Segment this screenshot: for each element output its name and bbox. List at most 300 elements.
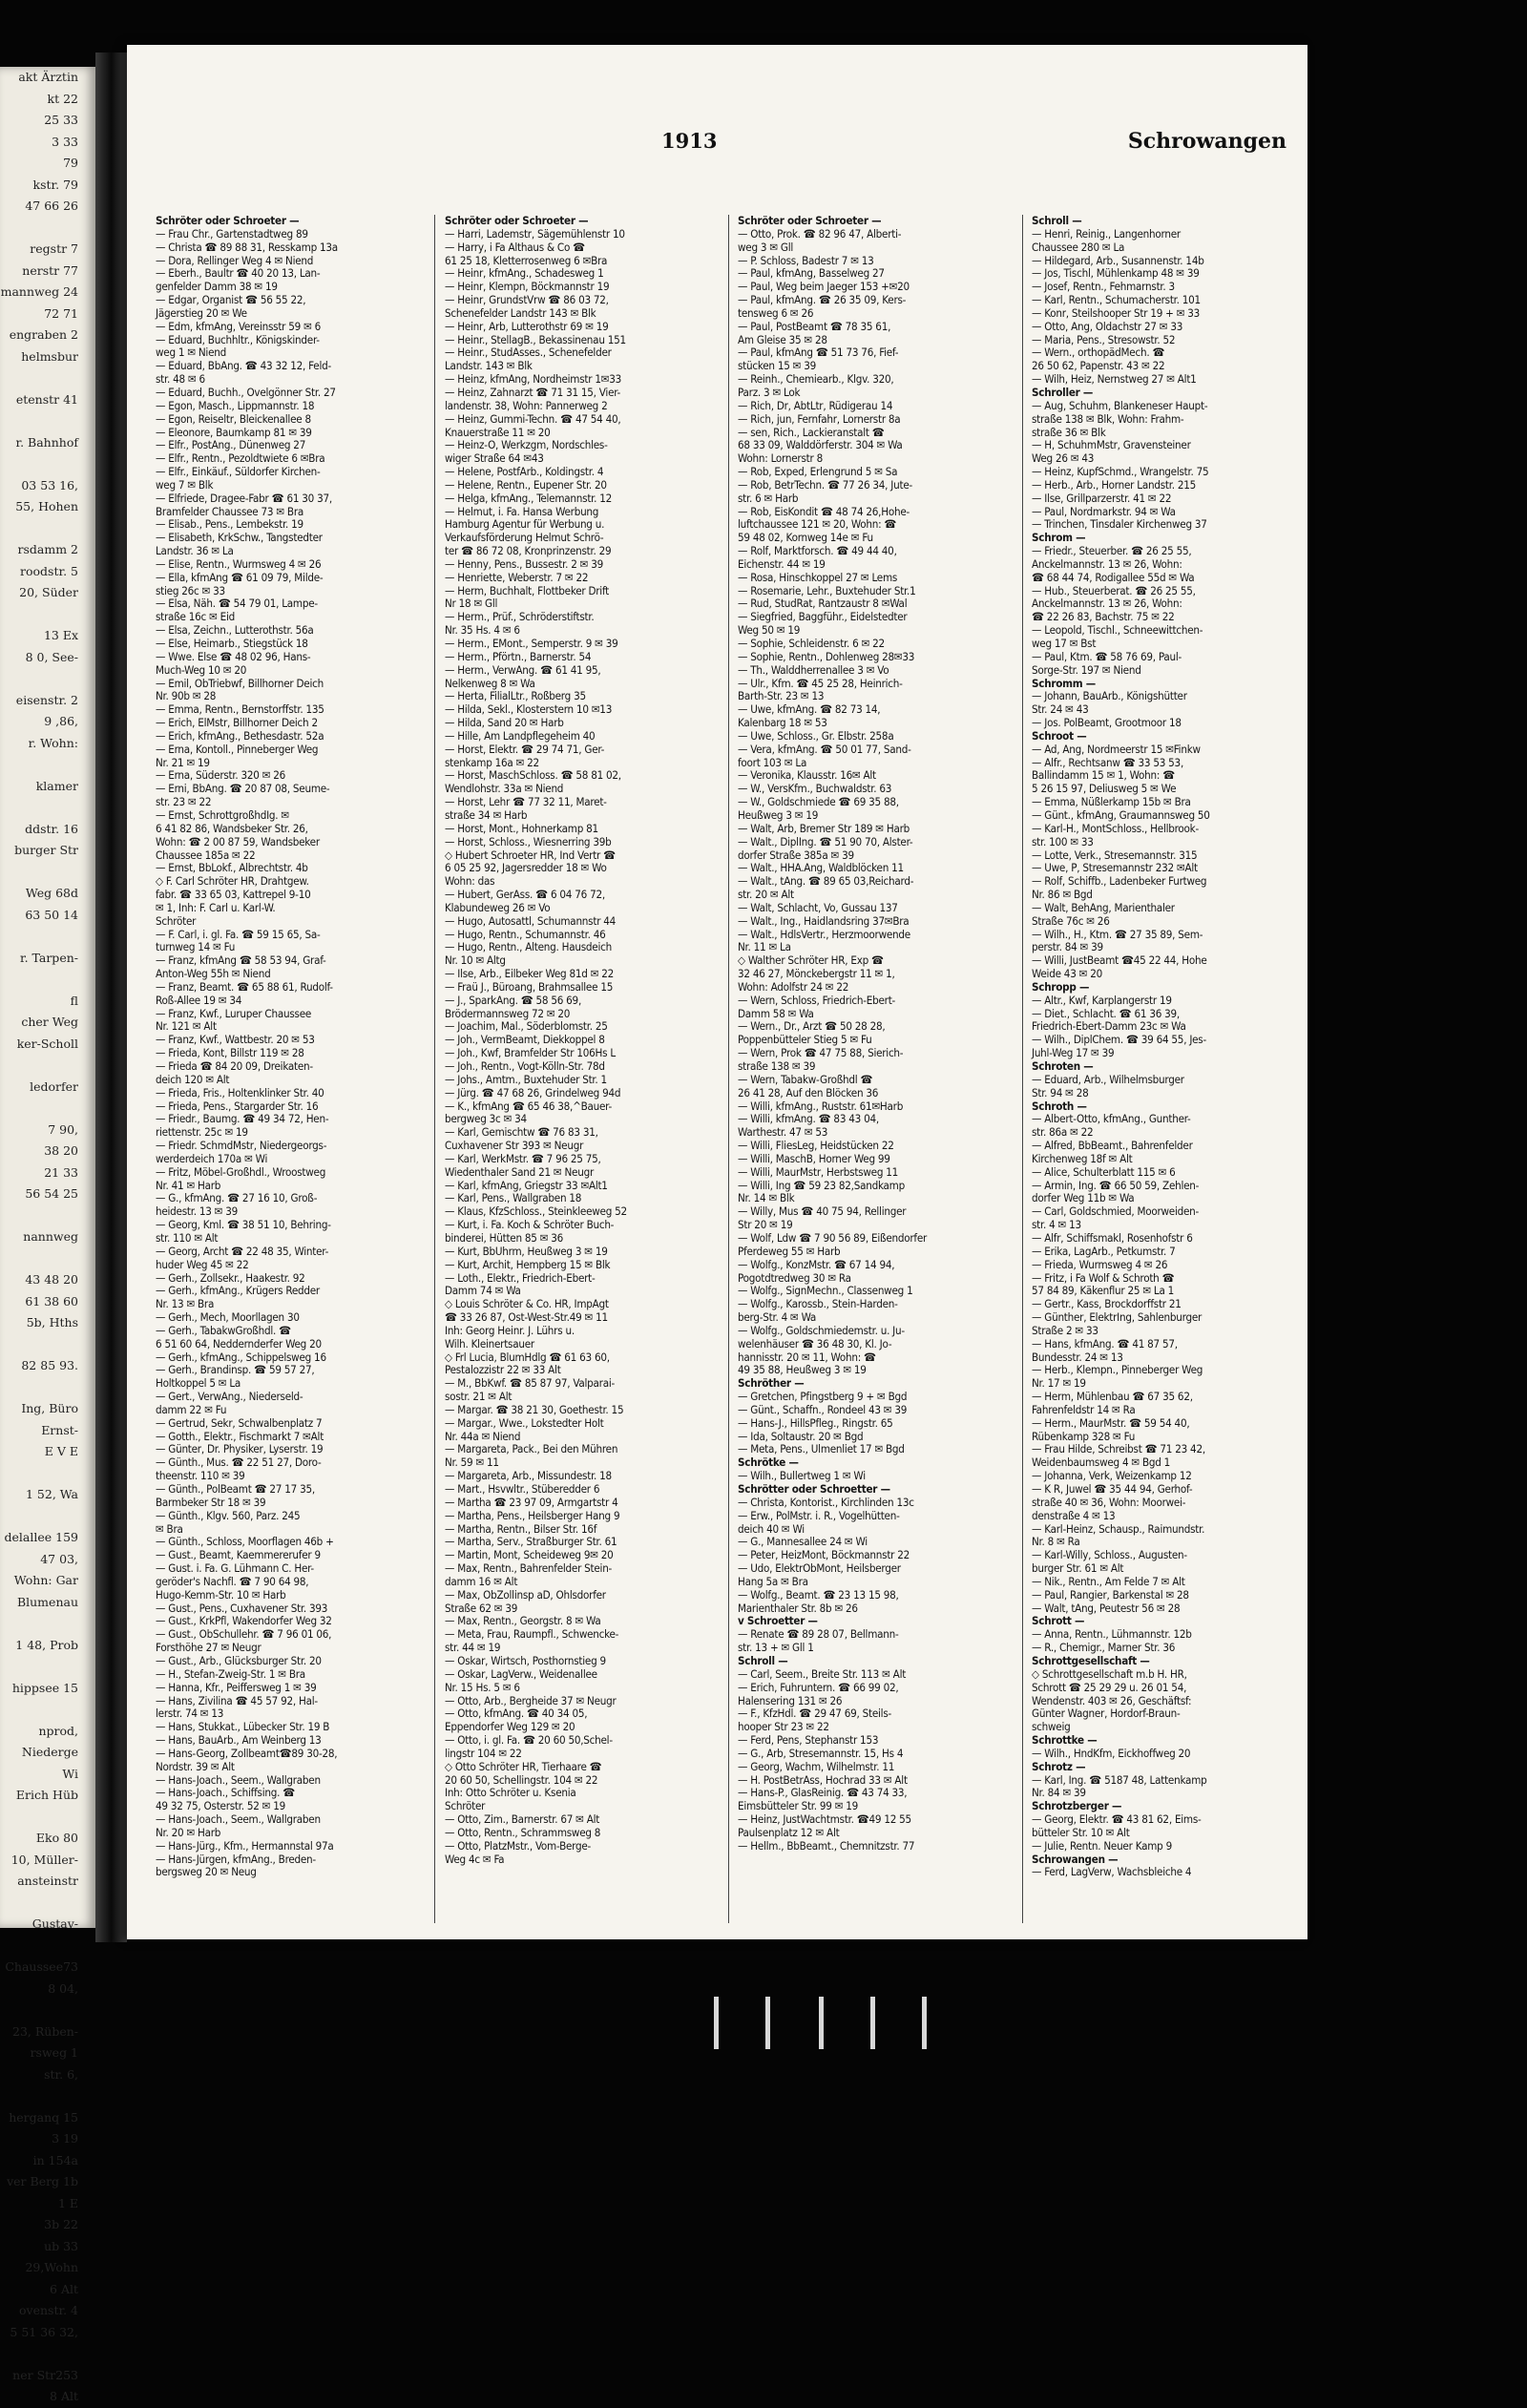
facing-page-text-fragment: herganq 15 <box>9 2109 78 2125</box>
directory-entry-line: — Otto, kfmAng. ☎ 40 34 05, <box>445 1707 588 1721</box>
directory-entry-line: Straße 62 ✉ 39 <box>445 1601 518 1615</box>
directory-entry-line: Str 20 ✉ 19 <box>738 1218 793 1232</box>
facing-page-text-fragment <box>0 668 95 690</box>
film-mark <box>819 1997 824 2049</box>
facing-page-text-fragment <box>0 1463 95 1485</box>
facing-page-text-fragment <box>0 2343 95 2365</box>
directory-entry-line: — Herb., Arb., Horner Landstr. 215 <box>1032 477 1196 492</box>
directory-entry-line: weg 1 ✉ Niend <box>156 345 226 360</box>
facing-page-text-fragment <box>0 453 95 475</box>
directory-entry-line: Wendlohstr. 33a ✉ Niend <box>445 782 564 796</box>
directory-entry-line: — Otto, Arb., Bergheide 37 ✉ Neugr <box>445 1693 617 1707</box>
directory-entry-line: — G., Mannesallee 24 ✉ Wi <box>738 1535 868 1549</box>
directory-entry-line: Straße 2 ✉ 33 <box>1032 1323 1098 1337</box>
directory-entry-line: Fahrenfeldstr 14 ✉ Ra <box>1032 1402 1136 1416</box>
directory-entry-line: luftchaussee 121 ✉ 20, Wohn: ☎ <box>738 517 897 532</box>
directory-entry-line: — Erna, Süderstr. 320 ✉ 26 <box>156 768 286 783</box>
directory-entry-line: — Georg, Wachm, Wilhelmstr. 11 <box>738 1759 895 1773</box>
facing-page-text-fragment: 7 90, <box>48 1121 78 1137</box>
facing-page-text-fragment: 23, Rüben- <box>12 2023 78 2039</box>
directory-entry-line: — Elsa, Zeichn., Lutterothstr. 56a <box>156 623 314 638</box>
directory-entry-line: — Rolf, Marktforsch. ☎ 49 44 40, <box>738 544 897 558</box>
directory-entry-line: — Gerh., TabakwGroßhdl. ☎ <box>156 1323 291 1337</box>
directory-entry-line: genfelder Damm 38 ✉ 19 <box>156 280 278 294</box>
directory-entry-line: — K., kfmAng ☎ 65 46 38,^Bauer- <box>445 1099 612 1113</box>
facing-page-text-fragment: Gustav- <box>31 1916 78 1931</box>
facing-page-text-fragment: cher Weg <box>21 1015 78 1029</box>
directory-entry-line: Pestalozzistr 22 ✉ 33 Alt <box>445 1363 561 1377</box>
surname-heading: Schroll — <box>738 1653 788 1667</box>
directory-entry-line: Nr. 10 ✉ Altg <box>445 953 506 968</box>
directory-entry-line: — Wolfg., Goldschmiedemstr. u. Ju- <box>738 1323 905 1337</box>
directory-entry-line: — Gertr., Kass, Brockdorffstr 21 <box>1032 1297 1182 1311</box>
directory-entry-line: — Wilh., H., Ktm. ☎ 27 35 89, Sem- <box>1032 927 1203 941</box>
directory-entry-line: Bramfelder Chaussee 73 ✉ Bra <box>156 504 304 518</box>
directory-entry-line: — Heinz, KupfSchmd., Wrangelstr. 75 <box>1032 465 1209 479</box>
directory-entry-line: Weg 50 ✉ 19 <box>738 623 801 638</box>
directory-entry-line: — Günth., PolBeamt ☎ 27 17 35, <box>156 1482 315 1496</box>
facing-page-text-fragment <box>0 518 95 540</box>
directory-entry-line: — Udo, ElektrObMont, Heilsberger <box>738 1561 901 1576</box>
facing-page-text-fragment: 1 48, Prob <box>15 1637 78 1652</box>
directory-entry-line: — Edgar, Organist ☎ 56 55 22, <box>156 293 306 307</box>
directory-entry-line: — Joh., Rentn., Vogt-Kölln-Str. 78d <box>445 1059 605 1073</box>
directory-entry-line: Pogotdtredweg 30 ✉ Ra <box>738 1270 851 1285</box>
directory-entry-line: Bundesstr. 24 ✉ 13 <box>1032 1350 1123 1364</box>
facing-page-text-fragment: E V E <box>44 1444 78 1458</box>
directory-entry-line: ter ☎ 86 72 08, Kronprinzenstr. 29 <box>445 544 612 558</box>
directory-entry-line: Eimsbütteler Str. 99 ✉ 19 <box>738 1799 859 1813</box>
directory-entry-line: ◇ Frl Lucia, BlumHdlg ☎ 61 63 60, <box>445 1350 610 1364</box>
directory-entry-line: — Joachim, Mal., Söderblomstr. 25 <box>445 1019 608 1034</box>
facing-page-text-fragment <box>0 410 95 432</box>
directory-entry-line: 59 48 02, Kornweg 14e ✉ Fu <box>738 531 873 545</box>
directory-entry-line: — Herm., VerwAng. ☎ 61 41 95, <box>445 662 601 677</box>
directory-entry-line: — Rolf, Schiffb., Ladenbeker Furtweg <box>1032 874 1207 889</box>
facing-page-text-fragment: ub 33 <box>44 2238 78 2253</box>
directory-entry-line: — Heinr., StudAsses., Schenefelder <box>445 345 612 360</box>
directory-entry-line: ◇ Louis Schröter & Co. HR, ImpAgt <box>445 1297 609 1311</box>
facing-page-text-fragment: 43 48 20 <box>25 1272 78 1287</box>
directory-entry-line: Wendenstr. 403 ✉ 26, Geschäftsf: <box>1032 1693 1192 1707</box>
directory-entry-line: — Heinz, Zahnarzt ☎ 71 31 15, Vier- <box>445 385 621 399</box>
directory-entry-line: Hugo-Kemm-Str. 10 ✉ Harb <box>156 1587 286 1602</box>
surname-heading: Schroller — <box>1032 385 1094 399</box>
directory-entry-line: — Ida, Soltaustr. 20 ✉ Bgd <box>738 1429 864 1443</box>
directory-entry-line: — Günther, ElektrIng, Sahlenburger <box>1032 1310 1203 1325</box>
directory-entry-line: Ballindamm 15 ✉ 1, Wohn: ☎ <box>1032 768 1175 783</box>
directory-entry-line: Holtkoppel 5 ✉ La <box>156 1376 241 1391</box>
directory-entry-line: — Edm, kfmAng, Vereinsstr 59 ✉ 6 <box>156 319 322 333</box>
directory-entry-line: Damm 58 ✉ Wa <box>738 1006 814 1020</box>
directory-entry-line: — Hans-Joach., Seem., Wallgraben <box>156 1812 321 1827</box>
directory-entry-line: — Martha, Pens., Heilsberger Hang 9 <box>445 1508 620 1522</box>
directory-entry-line: str. 110 ✉ Alt <box>156 1230 219 1245</box>
facing-page-text-fragment <box>0 1098 95 1120</box>
directory-entry-line: — Erw., PolMstr. i. R., Vogelhütten- <box>738 1508 900 1522</box>
directory-entry-line: — Albert-Otto, kfmAng., Gunther- <box>1032 1112 1191 1126</box>
directory-entry-line: — Elisab., Pens., Lembekstr. 19 <box>156 517 303 532</box>
directory-entry-line: Heußweg 3 ✉ 19 <box>738 807 819 822</box>
directory-entry-line: 6 05 25 92, Jagersredder 18 ✉ Wo <box>445 861 607 875</box>
facing-page-text-fragment: 20, Süder <box>19 585 78 599</box>
surname-heading: Schröter oder Schroeter — <box>445 214 589 227</box>
directory-entry-line: — Rob, Exped, Erlengrund 5 ✉ Sa <box>738 465 898 479</box>
facing-page-text-fragment: 21 33 <box>44 1164 78 1180</box>
directory-entry-line: — Hans-Jürgen, kfmAng., Breden- <box>156 1852 316 1866</box>
directory-entry-line: ☎ 22 26 83, Bachstr. 75 ✉ 22 <box>1032 610 1175 624</box>
surname-heading: Schröter oder Schroeter — <box>156 214 300 227</box>
directory-entry-line: str. 86a ✉ 22 <box>1032 1125 1094 1140</box>
directory-entry-line: — Willi, kfmAng., Ruststr. 61✉Harb <box>738 1099 904 1113</box>
directory-entry-line: — Wolf, Ldw ☎ 7 90 56 89, Eißendorfer <box>738 1230 928 1245</box>
facing-page-text-fragment: 13 Ex <box>43 628 78 642</box>
facing-page-text-fragment: kstr. 79 <box>32 177 78 192</box>
directory-entry-line: — Julie, Rentn. Neuer Kamp 9 <box>1032 1838 1172 1853</box>
facing-page-text-fragment: hippsee 15 <box>11 1680 78 1695</box>
facing-page-text-fragment <box>0 604 95 626</box>
directory-entry-line: — Elfr., PostAng., Dünenweg 27 <box>156 438 306 452</box>
directory-entry-line: — Joh., VermBeamt, Diekkoppel 8 <box>445 1033 605 1047</box>
directory-entry-line: ✉ Bra <box>156 1521 183 1536</box>
directory-entry-line: Nr. 21 ✉ 19 <box>156 755 210 769</box>
directory-entry-line: — Christa, Kontorist., Kirchlinden 13c <box>738 1495 914 1509</box>
directory-entry-line: — Heinr, GrundstVrw ☎ 86 03 72, <box>445 293 609 307</box>
directory-entry-line: — Otto, Zim., Barnerstr. 67 ✉ Alt <box>445 1812 600 1827</box>
directory-entry-line: — Frieda, Wurmsweg 4 ✉ 26 <box>1032 1257 1168 1271</box>
directory-entry-line: — Paul, Ktm. ☎ 58 76 69, Paul- <box>1032 649 1182 663</box>
directory-entry-line: — Nik., Rentn., Am Felde 7 ✉ Alt <box>1032 1574 1185 1588</box>
directory-entry-line: — Rud, StudRat, Rantzaustr 8 ✉Wal <box>738 597 908 611</box>
directory-entry-line: — Elfr., Einkäuf., Süldorfer Kirchen- <box>156 465 321 479</box>
directory-entry-line: — R., Chemigr., Marner Str. 36 <box>1032 1641 1176 1655</box>
directory-entry-line: Straße 76c ✉ 26 <box>1032 913 1110 928</box>
directory-entry-line: Poppenbütteler Stieg 5 ✉ Fu <box>738 1033 872 1047</box>
directory-entry-line: — Hans-P., GlasReinig. ☎ 43 74 33, <box>738 1786 908 1800</box>
directory-entry-line: ◇ F. Carl Schröter HR, Drahtgew. <box>156 874 309 889</box>
facing-page-text-fragment: r. Wohn: <box>28 735 78 750</box>
directory-entry-line: — Martha ☎ 23 97 09, Armgartstr 4 <box>445 1495 618 1509</box>
directory-entry-line: — Elise, Rentn., Wurmsweg 4 ✉ 26 <box>156 556 322 571</box>
directory-entry-line: — Hugo, Rentn., Schumannstr. 46 <box>445 927 606 941</box>
directory-entry-line: — Gust., ObSchullehr. ☎ 7 96 01 06, <box>156 1627 332 1642</box>
directory-entry-line: — Diet., Schlacht. ☎ 61 36 39, <box>1032 1006 1180 1020</box>
facing-page-text-fragment: 47 66 26 <box>25 199 78 213</box>
facing-page-text-fragment: Wohn: Gar <box>13 1573 78 1587</box>
facing-page-text-fragment <box>0 862 95 884</box>
facing-page-text-fragment: 03 53 16, <box>21 477 78 492</box>
directory-entry-line: — Rosemarie, Lehr., Buxtehuder Str.1 <box>738 583 916 597</box>
directory-entry-line: Parz. 3 ✉ Lok <box>738 385 801 399</box>
directory-entry-line: — Oskar, LagVerw., Weidenallee <box>445 1666 597 1681</box>
directory-entry-line: — Heinr., StellagB., Bekassinenau 151 <box>445 332 626 346</box>
directory-entry-line: — P. Schloss, Badestr 7 ✉ 13 <box>738 253 874 267</box>
directory-entry-line: — Gust., Arb., Glücksburger Str. 20 <box>156 1653 322 1667</box>
directory-entry-line: — Hans-Jürg., Kfm., Hermannstal 97a <box>156 1838 334 1853</box>
directory-entry-line: Kirchenweg 18f ✉ Alt <box>1032 1151 1133 1165</box>
directory-entry-line: — Margar. ☎ 38 21 30, Goethestr. 15 <box>445 1402 624 1416</box>
facing-page-text-fragment: 47 03, <box>40 1551 78 1566</box>
directory-entry-line: Günter Wagner, Hordorf-Braun- <box>1032 1707 1181 1721</box>
directory-entry-line: — Carl, Goldschmied, Moorweiden- <box>1032 1204 1200 1219</box>
directory-entry-line: — Hans, BauArb., Am Weinberg 13 <box>156 1733 322 1748</box>
directory-entry-line: — Herm, Mühlenbau ☎ 67 35 62, <box>1032 1390 1193 1404</box>
directory-entry-line: — Renate ☎ 89 28 07, Bellmann- <box>738 1627 899 1642</box>
directory-entry-line: — Hans, kfmAng. ☎ 41 87 57, <box>1032 1336 1178 1351</box>
directory-entry-line: — Johann, BauArb., Königshütter <box>1032 689 1187 703</box>
directory-entry-line: — Ferd, LagVerw, Wachsbleiche 4 <box>1032 1865 1192 1879</box>
directory-entry-line: — Walt, BehAng, Marienthaler <box>1032 900 1175 914</box>
directory-entry-line: Klabundeweg 26 ✉ Vo <box>445 900 551 914</box>
surname-heading: Schroth — <box>1032 1099 1087 1113</box>
facing-page-text-fragment: r. Tarpen- <box>19 950 78 965</box>
directory-entry-line: — Paul, kfmAng. ☎ 26 35 09, Kers- <box>738 293 907 307</box>
directory-entry-line: str. 100 ✉ 33 <box>1032 834 1094 848</box>
directory-entry-line: — W., Goldschmiede ☎ 69 35 88, <box>738 795 899 809</box>
facing-page-text-fragment: burger Str <box>14 843 78 857</box>
directory-entry-line: — Karl-H., MontSchloss., Hellbrook- <box>1032 821 1199 835</box>
facing-page-text-fragment: 3 19 <box>52 2131 78 2146</box>
directory-entry-line: — Hille, Am Landpflegeheim 40 <box>445 728 596 743</box>
directory-entry-line: — Paul, Nordmarkstr. 94 ✉ Wa <box>1032 504 1176 518</box>
directory-page <box>127 45 1307 1939</box>
surname-heading: Schrowangen — <box>1032 1852 1119 1866</box>
facing-page-text-fragment: 8 04, <box>48 1980 78 1996</box>
directory-entry-line: — Karl, kfmAng, Griegstr 33 ✉Alt1 <box>445 1178 608 1192</box>
directory-entry-line: theenstr. 110 ✉ 39 <box>156 1469 245 1483</box>
directory-entry-line: Landstr. 36 ✉ La <box>156 544 234 558</box>
directory-entry-line: — Friedr. SchmdMstr, Niedergeorgs- <box>156 1139 327 1153</box>
directory-entry-line: dorfer Straße 385a ✉ 39 <box>738 848 854 862</box>
facing-page-text-fragment: 6 Alt <box>50 2281 78 2296</box>
directory-entry-line: — sen, Rich., Lackieranstalt ☎ <box>738 425 885 439</box>
directory-entry-line: — Henriette, Weberstr. 7 ✉ 22 <box>445 570 589 584</box>
facing-page-text-fragment: 29,Wohn <box>25 2260 78 2274</box>
directory-entry-line: Nr. 17 ✉ 19 <box>1032 1376 1086 1391</box>
directory-entry-line: weg 3 ✉ Gll <box>738 240 794 254</box>
directory-entry-line: Nr. 41 ✉ Harb <box>156 1178 221 1192</box>
directory-entry-line: — Vera, kfmAng. ☎ 50 01 77, Sand- <box>738 742 911 756</box>
directory-entry-line: — J., SparkAng. ☎ 58 56 69, <box>445 993 582 1007</box>
directory-entry-line: — Hub., Steuerberat. ☎ 26 25 55, <box>1032 583 1196 597</box>
running-head: Schrowangen <box>1127 129 1286 154</box>
film-mark <box>870 1997 875 2049</box>
directory-entry-line: wiger Straße 64 ✉43 <box>445 451 544 466</box>
directory-entry-line: — Siegfried, Baggführ., Eidelstedter <box>738 610 908 624</box>
directory-entry-line: burger Str. 61 ✉ Alt <box>1032 1561 1124 1576</box>
facing-page-text-fragment <box>0 926 95 948</box>
directory-entry-line: Eppendorfer Weg 129 ✉ 20 <box>445 1720 575 1734</box>
directory-entry-line: — Franz, kfmAng ☎ 58 53 94, Graf- <box>156 953 326 968</box>
directory-entry-line: — Henri, Reinig., Langenhorner <box>1032 226 1181 241</box>
directory-entry-line: Forsthöhe 27 ✉ Neugr <box>156 1641 261 1655</box>
directory-entry-line: — Gretchen, Pfingstberg 9 + ✉ Bgd <box>738 1390 908 1404</box>
directory-entry-line: — Heinz-O, Werkzgm, Nordschles- <box>445 438 608 452</box>
directory-entry-line: — Gerh., kfmAng., Krügers Redder <box>156 1284 320 1298</box>
directory-entry-line: — Johanna, Verk, Weizenkamp 12 <box>1032 1469 1192 1483</box>
facing-page-text-fragment: ver Berg 1b <box>7 2174 78 2188</box>
directory-entry-line: 57 84 89, Käkenflur 25 ✉ La 1 <box>1032 1284 1175 1298</box>
directory-entry-line: — Hans-Joach., Schiffsing. ☎ <box>156 1786 295 1800</box>
directory-entry-line: straße 40 ✉ 36, Wohn: Moorwei- <box>1032 1495 1186 1509</box>
facing-page-text-fragment: 1 E <box>57 2195 78 2210</box>
facing-page-text-fragment: in 154a <box>32 2152 78 2167</box>
directory-entry-line: stieg 26c ✉ 33 <box>156 583 225 597</box>
directory-entry-line: Barmbeker Str 18 ✉ 39 <box>156 1495 266 1509</box>
directory-entry-line: — Meta, Frau, Raumpfl., Schwencke- <box>445 1627 619 1642</box>
directory-entry-line: — Herm., Prüf., Schröderstiftstr. <box>445 610 595 624</box>
facing-page-text-fragment: 10, Müller- <box>10 1852 78 1867</box>
facing-page-text-fragment: Weg 68d <box>25 886 78 900</box>
directory-entry-line: — Joh., Kwf, Bramfelder Str 106Hs L <box>445 1046 616 1060</box>
film-mark <box>922 1997 927 2049</box>
directory-entry-line: — Horst, MaschSchloss. ☎ 58 81 02, <box>445 768 621 783</box>
directory-entry-line: — Paul, Rangier, Barkenstal ✉ 28 <box>1032 1587 1189 1602</box>
directory-entry-line: 6 41 82 86, Wandsbeker Str. 26, <box>156 821 308 835</box>
directory-entry-line: — Gerh., Brandinsp. ☎ 59 57 27, <box>156 1363 315 1377</box>
facing-page-text-fragment: ner Str253 <box>12 2367 78 2382</box>
directory-entry-line: Warthestr. 47 ✉ 53 <box>738 1125 828 1140</box>
book-gutter <box>95 52 127 1942</box>
directory-entry-line: str. 6 ✉ Harb <box>738 491 799 505</box>
film-mark <box>765 1997 770 2049</box>
facing-page-text-fragment <box>0 1055 95 1077</box>
directory-entry-line: bütteler Str. 10 ✉ Alt <box>1032 1825 1130 1839</box>
facing-page-text-fragment: akt Ärztin <box>18 70 78 84</box>
directory-entry-line: — Jürg. ☎ 47 68 26, Grindelweg 94d <box>445 1085 621 1099</box>
directory-entry-line: — Margareta, Pack., Bei den Mühren <box>445 1442 618 1456</box>
directory-entry-line: sostr. 21 ✉ Alt <box>445 1390 512 1404</box>
directory-entry-line: — Willi, MaurMstr, Herbstsweg 11 <box>738 1164 899 1179</box>
directory-entry-line: — Heinr, kfmAng., Schadesweg 1 <box>445 266 604 281</box>
surname-heading: Schrottke — <box>1032 1733 1098 1748</box>
facing-page-text-fragment: ddstr. 16 <box>25 821 78 836</box>
directory-entry-line: ◇ Hubert Schroeter HR, Ind Vertr ☎ <box>445 848 616 862</box>
facing-page-text-fragment: Blumenau <box>16 1594 78 1609</box>
page-header <box>127 129 1307 167</box>
directory-entry-line: — Christa ☎ 89 88 31, Resskamp 13a <box>156 240 338 254</box>
directory-entry-line: — Carl, Seem., Breite Str. 113 ✉ Alt <box>738 1666 907 1681</box>
directory-entry-line: — Paul, kfmAng ☎ 51 73 76, Fief- <box>738 345 899 360</box>
directory-entry-line: 26 41 28, Auf den Blöcken 36 <box>738 1085 879 1099</box>
directory-entry-line: — Alfr, Schiffsmakl, Rosenhofstr 6 <box>1032 1230 1193 1245</box>
directory-entry-line: — Fritz, i Fa Wolf & Schroth ☎ <box>1032 1270 1175 1285</box>
directory-entry-line: straße 36 ✉ Blk <box>1032 425 1106 439</box>
directory-entry-line: Nelkenweg 8 ✉ Wa <box>445 676 535 690</box>
directory-entry-line: Nr. 14 ✉ Blk <box>738 1191 795 1205</box>
directory-entry-line: — Armin, Ing. ☎ 66 50 59, Zehlen- <box>1032 1178 1200 1192</box>
directory-entry-line: — Dora, Rellinger Weg 4 ✉ Niend <box>156 253 314 267</box>
facing-page-text-fragment: 72 71 <box>44 305 78 321</box>
directory-entry-line: str. 4 ✉ 13 <box>1032 1218 1081 1232</box>
directory-entry-line: — Franz, Kwf., Luruper Chaussee <box>156 1006 312 1020</box>
directory-entry-line: — Hilda, Sekl., Klosterstern 10 ✉13 <box>445 702 613 717</box>
directory-entry-line: — Sophie, Rentn., Dohlenweg 28✉33 <box>738 649 915 663</box>
facing-page-text-fragment <box>0 1248 95 1270</box>
directory-entry-line: — Wern, Schloss, Friedrich-Ebert- <box>738 993 896 1007</box>
directory-entry-line: — Karl-Heinz, Schausp., Raimundstr. <box>1032 1521 1205 1536</box>
directory-entry-line: Verkaufsförderung Helmut Schrö- <box>445 531 604 545</box>
directory-entry-line: — Elisabeth, KrkSchw., Tangstedter <box>156 531 323 545</box>
directory-entry-line: — Karl, Gemischtw ☎ 76 83 31, <box>445 1125 598 1140</box>
directory-entry-line: perstr. 84 ✉ 39 <box>1032 940 1103 954</box>
directory-entry-line: Wiedenthaler Sand 21 ✉ Neugr <box>445 1164 594 1179</box>
directory-entry-line: — Helmut, i. Fa. Hansa Werbung <box>445 504 599 518</box>
directory-entry-line: — Walt, Arb, Bremer Str 189 ✉ Harb <box>738 821 910 835</box>
directory-entry-line: — Horst, Lehr ☎ 77 32 11, Maret- <box>445 795 607 809</box>
directory-entry-line: — Karl-Willy, Schloss., Augusten- <box>1032 1548 1187 1562</box>
directory-entry-line: — Gerh., Zollsekr., Haakestr. 92 <box>156 1270 305 1285</box>
directory-entry-line: — Herb., Klempn., Pinneberger Weg <box>1032 1363 1203 1377</box>
facing-page-text-fragment: fl <box>70 993 78 1008</box>
directory-entry-line: Nr. 90b ✉ 28 <box>156 689 217 703</box>
facing-page-text-fragment: 5 51 36 32, <box>10 2324 78 2339</box>
directory-entry-line: lerstr. 74 ✉ 13 <box>156 1707 224 1721</box>
directory-entry-line: 26 50 62, Papenstr. 43 ✉ 22 <box>1032 359 1165 373</box>
directory-entry-line: — Hanna, Kfr., Peiffersweg 1 ✉ 39 <box>156 1680 317 1694</box>
directory-entry-line: — Eberh., Baultr ☎ 40 20 13, Lan- <box>156 266 321 281</box>
directory-entry-line: Nr. 13 ✉ Bra <box>156 1297 215 1311</box>
directory-entry-line: stücken 15 ✉ 39 <box>738 359 816 373</box>
directory-entry-line: — Eduard, Buchh., Ovelgönner Str. 27 <box>156 385 336 399</box>
directory-entry-line: ◇ Schrottgesellschaft m.b H. HR, <box>1032 1666 1187 1681</box>
directory-entry-line: — Willi, MaschB, Horner Weg 99 <box>738 1151 890 1165</box>
directory-entry-line: Brödermannsweg 72 ✉ 20 <box>445 1006 571 1020</box>
facing-page-text-fragment: r. Bahnhof <box>15 434 78 450</box>
directory-entry-line: — Th., Walddherrenallee 3 ✉ Vo <box>738 662 889 677</box>
directory-entry-line: — Trinchen, Tinsdaler Kirchenweg 37 <box>1032 517 1207 532</box>
facing-page-text-fragment: kt 22 <box>47 91 78 106</box>
directory-entry-line: Wohn: ☎ 2 00 87 59, Wandsbeker <box>156 834 320 848</box>
directory-entry-line: — Herm., Pförtn., Barnerstr. 54 <box>445 649 592 663</box>
directory-entry-line: — H. PostBetrAss, Hochrad 33 ✉ Alt <box>738 1772 908 1787</box>
directory-entry-line: — Wolfg., KonzMstr. ☎ 67 14 94, <box>738 1257 895 1271</box>
directory-entry-line: — Peter, HeizMont, Böckmannstr 22 <box>738 1548 910 1562</box>
directory-entry-line: Am Gleise 35 ✉ 28 <box>738 332 827 346</box>
directory-entry-line: straße 16c ✉ Eid <box>156 610 235 624</box>
facing-page-text-fragment: 9 ,86, <box>44 714 78 728</box>
directory-entry-line: — Otto, PlatzMstr., Vom-Berge- <box>445 1838 592 1853</box>
directory-entry-line: — Ad, Ang, Nordmeerstr 15 ✉Finkw <box>1032 742 1201 756</box>
directory-entry-line: — Helene, Rentn., Eupener Str. 20 <box>445 477 607 492</box>
directory-entry-line: — Franz, Kwf., Wattbestr. 20 ✉ 53 <box>156 1033 315 1047</box>
directory-entry-line: ☎ 68 44 74, Rodigallee 55d ✉ Wa <box>1032 570 1195 584</box>
directory-entry-line: — Max, Rentn., Bahrenfelder Stein- <box>445 1561 613 1576</box>
directory-entry-line: — Frau Chr., Gartenstadtweg 89 <box>156 226 308 241</box>
facing-page-text-fragment <box>0 2085 95 2107</box>
facing-page-text-fragment: 8 Alt <box>50 2389 78 2403</box>
directory-entry-line: Nr 18 ✉ Gll <box>445 597 498 611</box>
directory-entry-line: str. 44 ✉ 19 <box>445 1641 501 1655</box>
facing-page-text-fragment: mannweg 24 <box>0 284 78 299</box>
directory-entry-line: Much-Weg 10 ✉ 20 <box>156 662 247 677</box>
directory-entry-line: Wohn: Adolfstr 24 ✉ 22 <box>738 979 849 994</box>
directory-entry-line: Wohn: Lornerstr 8 <box>738 451 823 466</box>
directory-entry-line: — Martha, Rentn., Bilser Str. 16f <box>445 1521 597 1536</box>
directory-entry-line: 6 51 60 64, Neddernderfer Weg 20 <box>156 1336 322 1351</box>
directory-entry-line: Knauerstraße 11 ✉ 20 <box>445 425 551 439</box>
facing-page-text-fragment <box>0 1506 95 1528</box>
directory-entry-line: Friedrich-Ebert-Damm 23c ✉ Wa <box>1032 1019 1186 1034</box>
column-rule <box>1022 215 1023 1923</box>
directory-entry-line: 20 60 50, Schellingstr. 104 ✉ 22 <box>445 1772 598 1787</box>
directory-entry-line: — Walt, Schlacht, Vo, Gussau 137 <box>738 900 898 914</box>
directory-entry-line: — Gotth., Elektr., Fischmarkt 7 ✉Alt <box>156 1429 324 1443</box>
directory-entry-line: — Elsa, Näh. ☎ 54 79 01, Lampe- <box>156 597 318 611</box>
directory-entry-line: Nr. 20 ✉ Harb <box>156 1825 221 1839</box>
directory-entry-line: Schrott ☎ 25 29 29 u. 26 01 54, <box>1032 1680 1187 1694</box>
directory-entry-line: — Erich, ElMstr, Billhorner Deich 2 <box>156 716 318 730</box>
